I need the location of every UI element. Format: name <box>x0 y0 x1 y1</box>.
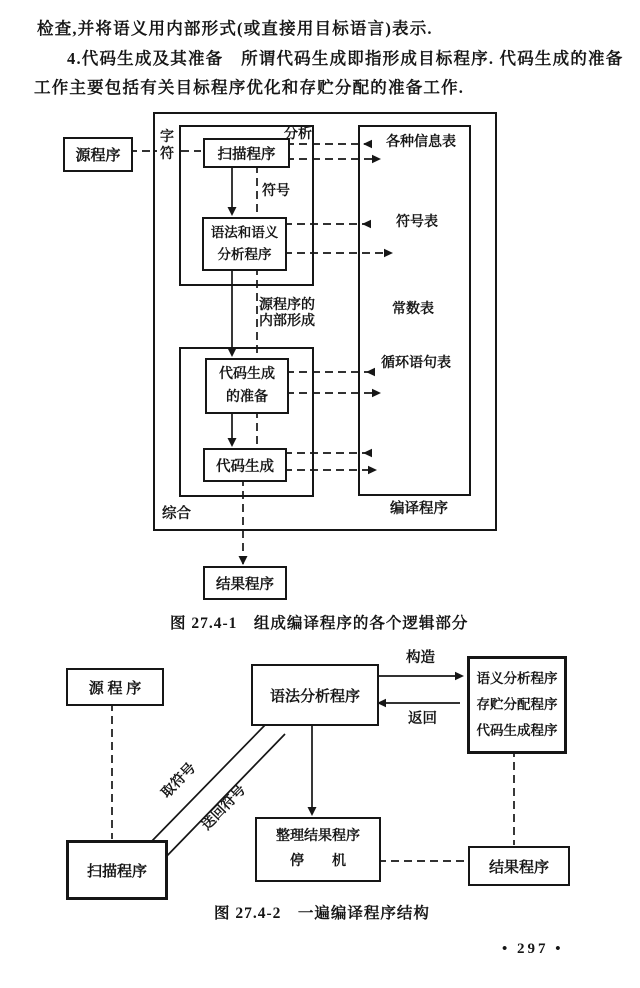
paragraph-line-3: 工作主要包括有关目标程序优化和存贮分配的准备工作. <box>34 78 465 97</box>
figure2-result-program-box <box>468 846 570 886</box>
figure2-scanner-box <box>66 840 168 900</box>
figure1-internal-form-line2: 内部形成 <box>259 314 315 329</box>
figure2-parser-label: 语法分析程序 <box>269 688 360 705</box>
figure1-char-label <box>157 129 177 163</box>
figure1-syntax-semantic-box <box>202 217 287 271</box>
figure2-passes-line2: 存贮分配程序 <box>476 696 558 712</box>
figure2-source-program-label: 源 程 序 <box>88 680 142 697</box>
figure1-symbol-table-label: 符号表 <box>396 215 438 230</box>
figure1-syntax-semantic-line2: 分析程序 <box>217 247 272 262</box>
figure2-return-label: 返回 <box>408 711 437 727</box>
figure2-scanner-label: 扫描程序 <box>86 863 147 880</box>
figure2-passes-line3: 代码生成程序 <box>476 723 558 739</box>
figure2-arrange-line2: 停 机 <box>290 853 346 869</box>
figure1-synthesis-label: 综合 <box>162 506 191 522</box>
figure1-syntax-semantic-line1: 语法和语义 <box>210 225 279 241</box>
figure1-scanner-box <box>203 138 290 168</box>
figure1-source-program-box <box>63 137 133 172</box>
figure1-info-tables-label: 各种信息表 <box>386 135 456 150</box>
figure2-parser-box <box>251 664 379 726</box>
figure1-compiler-label: 编译程序 <box>390 501 448 517</box>
figure1-codegen-label: 代码生成 <box>216 458 274 475</box>
figure1-codegen-box <box>203 448 287 482</box>
figure2-caption: 图 27.4-2 一遍编译程序结构 <box>214 905 430 922</box>
figure1-result-program-label: 结果程序 <box>216 576 274 593</box>
figure1-result-program-box <box>203 566 287 600</box>
figure1-loop-table-label: 循环语句表 <box>381 356 451 371</box>
figure2-get-symbol-label: 取符号 <box>159 760 200 802</box>
figure2-passes-line1: 语义分析程序 <box>476 670 558 686</box>
figure2-arrange-line1: 整理结果程序 <box>276 829 360 844</box>
figure2-source-program-box <box>66 668 164 706</box>
page-number: • 297 • <box>502 941 564 957</box>
figure1-internal-form-label <box>259 298 315 330</box>
figure2-send-back-symbol-label: 送回符号 <box>199 782 249 834</box>
figure2-arrange-result-box <box>255 817 381 882</box>
figure1-analysis-label: 分析 <box>284 127 312 142</box>
figure1-codegen-prep-line2: 的准备 <box>226 390 268 405</box>
figure1-symbol-label: 符号 <box>262 184 290 199</box>
figure1-internal-form-line1: 源程序的 <box>259 298 315 313</box>
figure1-char-top: 字 <box>160 130 174 145</box>
figure1-caption: 图 27.4-1 组成编译程序的各个逻辑部分 <box>170 615 469 632</box>
figure1-source-program-label: 源程序 <box>75 148 121 164</box>
figure2-result-program-label: 结果程序 <box>488 859 549 876</box>
paragraph-line-2: 4.代码生成及其准备 所谓代码生成即指形成目标程序. 代码生成的准备 <box>67 49 624 68</box>
figure1-scanner-label: 扫描程序 <box>217 146 276 163</box>
paragraph-line-1: 检查,并将语义用内部形式(或直接用目标语言)表示. <box>37 19 433 38</box>
figure1-char-bottom: 符 <box>160 147 174 162</box>
figure1-codegen-prep-line1: 代码生成 <box>219 366 275 382</box>
figure2-construct-label: 构造 <box>406 650 435 666</box>
figure1-codegen-prep-box <box>205 358 289 414</box>
figure1-constant-table-label: 常数表 <box>392 302 434 317</box>
figure2-passes-box <box>467 656 567 754</box>
